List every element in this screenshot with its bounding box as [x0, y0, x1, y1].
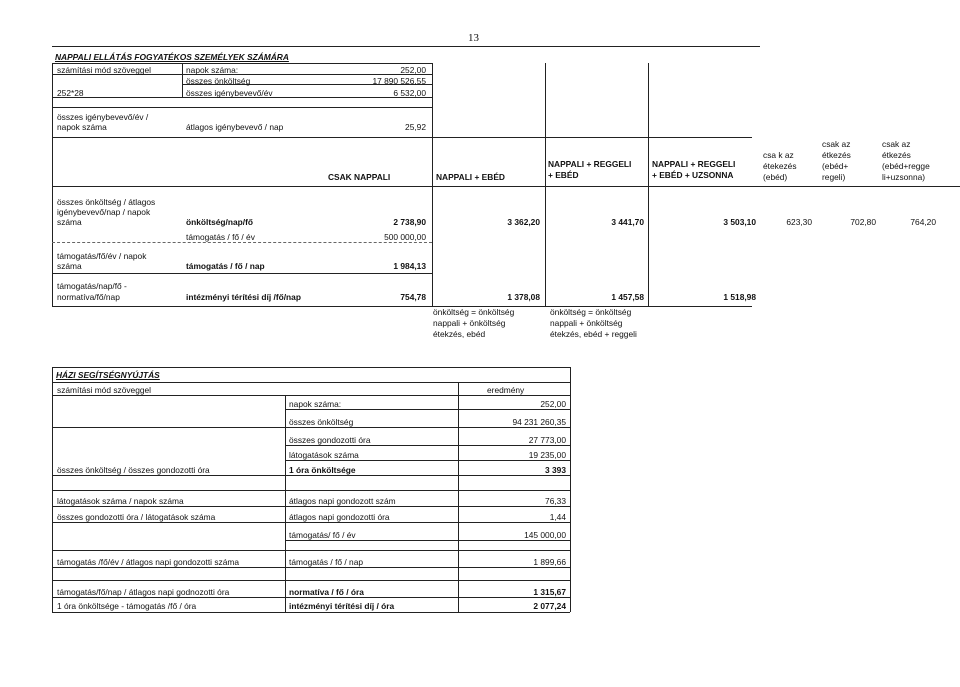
s2-intezmenyi-dij-label: intézményi térítési díj / óra: [289, 601, 395, 611]
row-tamogatas-desc: támogatás/fő/év / napok: [57, 251, 147, 261]
col-divider: [432, 63, 433, 306]
intezmenyi-dij-csak-nappali: 754,78: [400, 292, 426, 302]
col-divider: [545, 63, 546, 306]
s2-onkoltseg-label: összes önköltség: [289, 417, 354, 427]
s2-tamogatas-nap-value: 1 899,66: [533, 557, 566, 567]
intezmenyi-dij-nappali-ebed: 1 378,08: [507, 292, 540, 302]
row-line: [52, 567, 570, 568]
row-onkoltseg-desc: igénybevevő/nap / napok: [57, 207, 151, 217]
ora-desc: összes önköltség / összes gondozotti óra: [57, 465, 210, 475]
row-tamogatas-desc: száma: [57, 261, 82, 271]
s2-tamogatas-ev-value: 145 000,00: [524, 530, 566, 540]
napi-gondozotti-ora-value: 1,44: [549, 512, 566, 522]
row-line: [52, 427, 570, 428]
row-line: [52, 107, 432, 108]
page-number: 13: [468, 32, 479, 44]
row-line: [285, 409, 570, 410]
col-header-etkezes-reggeli: étkezés: [822, 150, 851, 160]
section-bottom-line: [52, 306, 752, 307]
row-line: [52, 382, 570, 383]
igeny-napok-label: összes igénybevevő/év /: [57, 112, 149, 122]
row-line: [52, 580, 570, 581]
note-ebed: étekzés, ebéd: [433, 329, 486, 339]
s2-tamogatas-nap-label: támogatás / fő / nap: [289, 557, 364, 567]
col-header-nr-ebed: NAPPALI + REGGELI: [548, 159, 632, 169]
intezmenyi-dij-nreu: 1 518,98: [723, 292, 756, 302]
onkoltseg-nap-fo-label: önköltség/nap/fő: [186, 217, 253, 227]
row-line: [52, 490, 570, 491]
s2-tamogatas-ev-label: támogatás/ fő / év: [289, 530, 356, 540]
intezmenyi-dij-label: intézményi térítési díj /fő/nap: [186, 292, 301, 302]
s2-gondozotti-ora-label: összes gondozotti óra: [289, 435, 371, 445]
gondozotti-desc: összes gondozotti óra / látogatások száma: [57, 512, 216, 522]
onkoltseg-value-etk3: 764,20: [910, 217, 936, 227]
left-border: [52, 63, 53, 306]
napok-value: 252,00: [400, 65, 426, 75]
row-line: [52, 597, 570, 598]
onkoltseg-value-nr-ebed: 3 441,70: [611, 217, 644, 227]
row-line: [52, 273, 432, 274]
col-header-etkezes-uzsonna: csak az: [882, 139, 911, 149]
onkoltseg-value: 17 890 526,55: [372, 76, 426, 86]
normativa-desc: támogatás/fő/nap / átlagos napi godnozotti óra: [57, 587, 230, 597]
col-header-nr-ebed: + EBÉD: [548, 170, 579, 180]
igeny-ev-value: 6 532,00: [393, 88, 426, 98]
onkoltseg-value-csak-nappali: 2 738,90: [393, 217, 426, 227]
ora-onkoltseg-label: 1 óra önköltsége: [289, 465, 356, 475]
col-header-csak-nappali: CSAK NAPPALI: [328, 172, 391, 182]
col-header-etkezes-uzsonna: étkezés: [882, 150, 911, 160]
intezmenyi-desc: 1 óra önköltsége - támogatás /fő / óra: [57, 601, 197, 611]
row-onkoltseg-desc: összes önköltség / átlagos: [57, 197, 156, 207]
note-reggeli: önköltség = önköltség: [550, 307, 632, 317]
onkoltseg-value-etk2: 702,80: [850, 217, 876, 227]
row-normativa-desc: normatíva/fő/nap: [57, 292, 120, 302]
col-header-etkezes-reggeli: (ebéd+: [822, 161, 849, 171]
ora-onkoltseg-value: 3 393: [545, 465, 566, 475]
col-divider: [648, 63, 649, 306]
atlag-label: átlagos igénybevevő / nap: [186, 122, 284, 132]
col-header-nreu: + EBÉD + UZSONNA: [652, 170, 734, 180]
row-line: [52, 506, 570, 507]
napi-gondozott-value: 76,33: [545, 496, 566, 506]
onkoltseg-label: összes önköltség: [186, 76, 251, 86]
normativa-value: 1 315,67: [533, 587, 566, 597]
row-onkoltseg-desc: száma: [57, 217, 82, 227]
row-line: [52, 242, 432, 243]
napok-label: napok száma:: [186, 65, 239, 75]
row-line: [52, 522, 570, 523]
method-label: számítási mód szöveggel: [57, 65, 152, 75]
title-underline: [52, 63, 432, 64]
row-line: [285, 460, 570, 461]
onkoltseg-value-nreu: 3 503,10: [723, 217, 756, 227]
col-header-etkezes-ebed: étekezés: [763, 161, 797, 171]
row-line: [52, 475, 570, 476]
note-ebed: önköltség = önköltség: [433, 307, 515, 317]
onkoltseg-value-etk1: 623,30: [786, 217, 812, 227]
col-header-etkezes-reggeli: regeli): [822, 172, 846, 182]
col-header-nappali-ebed: NAPPALI + EBÉD: [436, 172, 505, 182]
tamogatas-nap-label: támogatás / fő / nap: [186, 261, 265, 271]
tamogatas-ev-label: támogatás / fő / év: [186, 232, 255, 242]
igeny-ev-label: összes igénybevevő/év: [186, 88, 273, 98]
box-top: [52, 367, 570, 368]
col-header-etkezes-ebed: (ebéd): [763, 172, 788, 182]
section-title: NAPPALI ELLÁTÁS FOGYATÉKOS SZEMÉLYEK SZÁMÁRA: [55, 52, 289, 62]
s2-latogatasok-label: látogatások száma: [289, 450, 359, 460]
header-bottom-line: [52, 186, 960, 187]
note-reggeli: nappali + önköltség: [550, 318, 623, 328]
col-divider: [458, 382, 459, 612]
col-header-etkezes-uzsonna: li+uzsonna): [882, 172, 926, 182]
box-bottom: [52, 612, 570, 613]
napi-gondozott-label: átlagos napi gondozott szám: [289, 496, 396, 506]
tamogatas-nap-value: 1 984,13: [393, 261, 426, 271]
col-header-etkezes-reggeli: csak az: [822, 139, 851, 149]
result-header: eredmény: [487, 385, 525, 395]
row-normativa-desc: támogatás/nap/fő -: [57, 281, 127, 291]
intezmenyi-dij-nr-ebed: 1 457,58: [611, 292, 644, 302]
col-header-etkezes-uzsonna: (ebéd+regge: [882, 161, 930, 171]
napi-gondozotti-ora-label: átlagos napi gondozotti óra: [289, 512, 390, 522]
right-border: [570, 367, 571, 612]
onkoltseg-value-nappali-ebed: 3 362,20: [507, 217, 540, 227]
tamogatas-nap-desc: támogatás /fő/év / átlagos napi gondozotti száma: [57, 557, 240, 567]
tamogatas-ev-value: 500 000,00: [384, 232, 426, 242]
row-line: [52, 137, 752, 138]
s2-gondozotti-ora-value: 27 773,00: [528, 435, 566, 445]
col-header-etkezes-ebed: csa k az: [763, 150, 794, 160]
s2-napok-value: 252,00: [540, 399, 566, 409]
row-line: [52, 550, 570, 551]
col-divider: [182, 63, 183, 98]
normativa-label: normatíva / fő / óra: [289, 587, 364, 597]
latogatas-desc: látogatások száma / napok száma: [57, 496, 184, 506]
s2-onkoltseg-value: 94 231 260,35: [512, 417, 566, 427]
note-reggeli: étekzés, ebéd + reggeli: [550, 329, 637, 339]
s2-intezmenyi-dij-value: 2 077,24: [533, 601, 566, 611]
s2-latogatasok-value: 19 235,00: [528, 450, 566, 460]
formula-252: 252*28: [57, 88, 84, 98]
row-line: [285, 540, 570, 541]
row-line: [52, 395, 570, 396]
section-title: HÁZI SEGÍTSÉGNYÚJTÁS: [56, 370, 160, 380]
s2-napok-label: napok száma:: [289, 399, 342, 409]
atlag-value: 25,92: [405, 122, 426, 132]
igeny-napok-label: napok száma: [57, 122, 107, 132]
top-rule: [52, 46, 760, 47]
note-ebed: nappali + önköltség: [433, 318, 506, 328]
row-line: [285, 445, 570, 446]
method-label: számítási mód szöveggel: [57, 385, 152, 395]
col-header-nreu: NAPPALI + REGGELI: [652, 159, 736, 169]
